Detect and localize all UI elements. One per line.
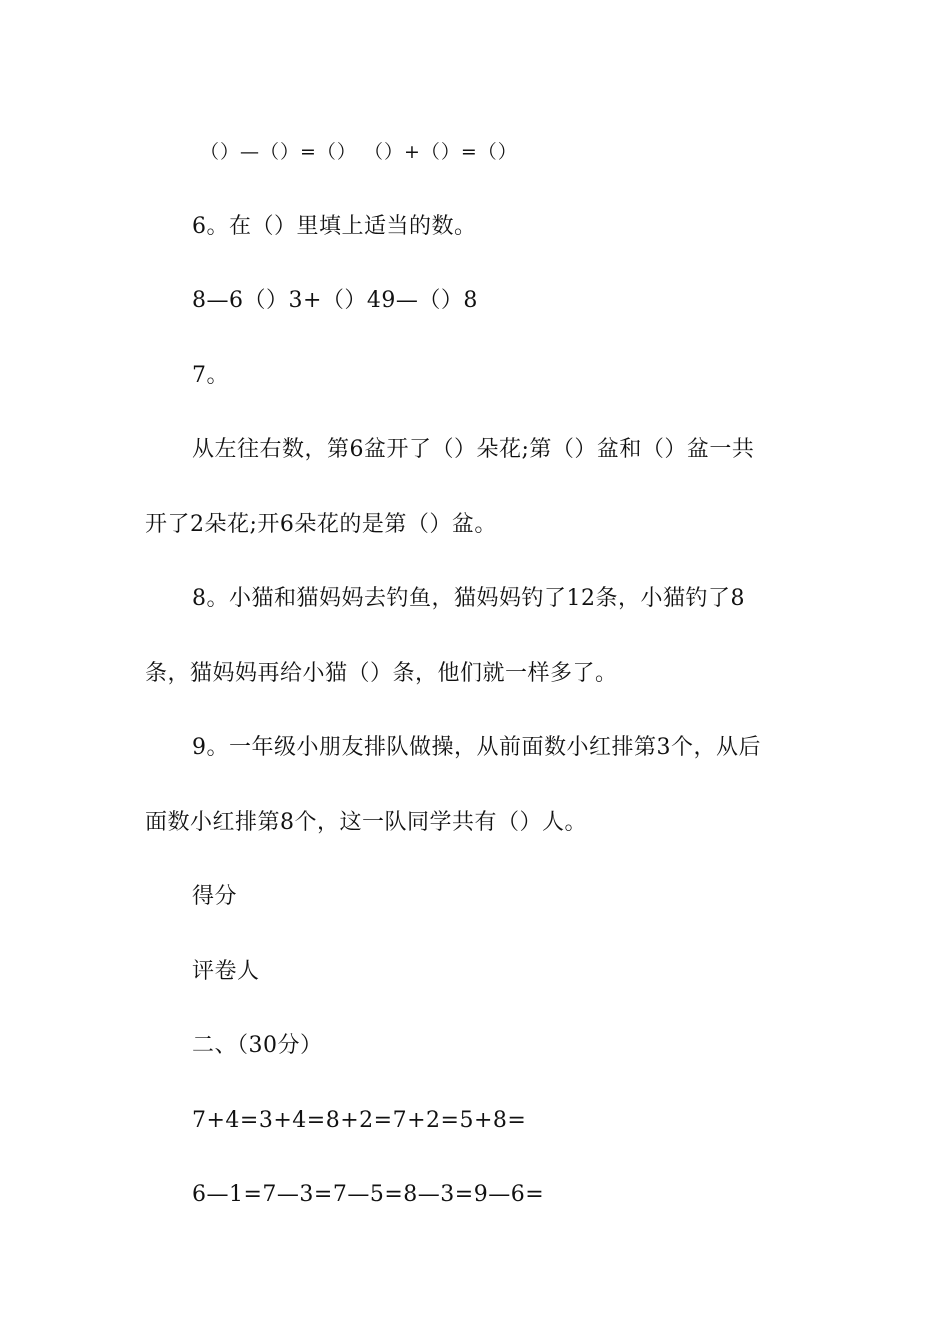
question-6-heading: 6。在（）里填上适当的数。: [192, 214, 477, 239]
question-6-comparisons: 8—6（）3+（）49—（）8: [192, 288, 478, 313]
section-2-heading: 二、（30分）: [192, 1033, 323, 1058]
question-7-number: 7。: [192, 363, 229, 388]
equation-blanks-line: （）—（）=（） （）+（）=（）: [200, 141, 518, 163]
score-label: 得分: [192, 884, 238, 909]
question-8-text-line-1: 8。小猫和猫妈妈去钓鱼，猫妈妈钓了12条，小猫钓了8: [192, 586, 745, 611]
question-8-text-line-2: 条，猫妈妈再给小猫（）条，他们就一样多了。: [145, 661, 618, 686]
addition-problems: 7+4=3+4=8+2=7+2=5+8=: [192, 1108, 527, 1133]
grader-label: 评卷人: [192, 959, 260, 984]
subtraction-problems: 6—1=7—3=7—5=8—3=9—6=: [192, 1182, 545, 1207]
question-9-text-line-2: 面数小红排第8个，这一队同学共有（）人。: [145, 810, 587, 835]
question-7-text-line-1: 从左往右数，第6盆开了（）朵花;第（）盆和（）盆一共: [192, 437, 755, 462]
question-7-text-line-2: 开了2朵花;开6朵花的是第（）盆。: [145, 512, 497, 537]
question-9-text-line-1: 9。一年级小朋友排队做操，从前面数小红排第3个，从后: [192, 735, 761, 760]
